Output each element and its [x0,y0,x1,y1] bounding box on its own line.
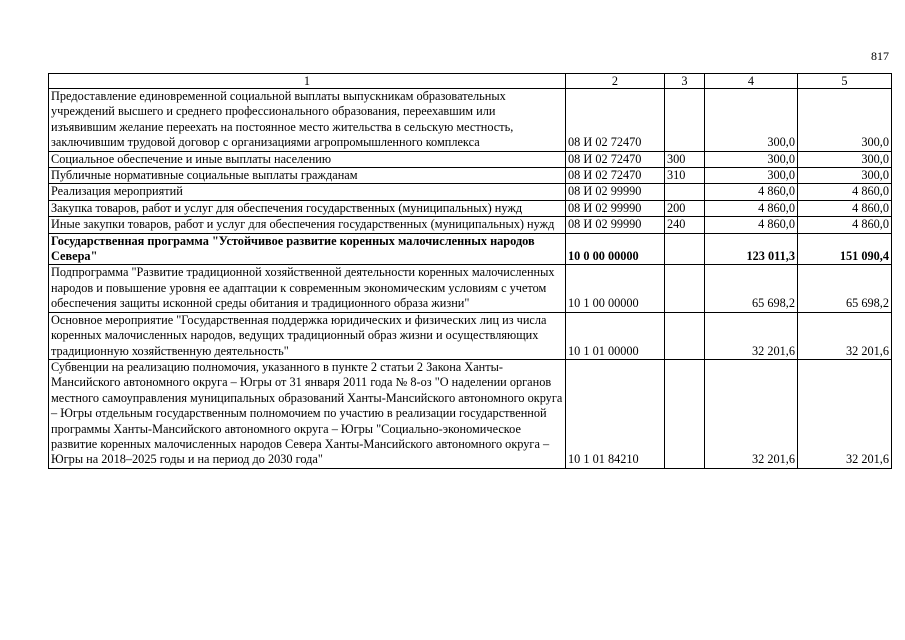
row-description: Иные закупки товаров, работ и услуг для обеспечения государственных (муниципальных) нужд [49,217,566,233]
target-article-code: 10 0 00 00000 [566,233,665,265]
row-description: Социальное обеспечение и иные выплаты населению [49,151,566,167]
row-description: Подпрограмма "Развитие традиционной хозяйственной деятельности коренных малочисленных народов и повышение уровня ее адаптации к современным экономическим условиям с учетом обеспечения защиты исконной среды обитания и традиционного образа жизни" [49,265,566,312]
amount-column-5: 32 201,6 [798,312,892,359]
amount-column-5: 4 860,0 [798,184,892,200]
amount-column-5: 65 698,2 [798,265,892,312]
amount-column-4: 4 860,0 [705,200,798,216]
target-article-code: 08 И 02 99990 [566,184,665,200]
amount-column-4: 300,0 [705,168,798,184]
table-row [49,151,892,167]
table-row [49,265,892,312]
page-number: 817 [871,49,889,63]
amount-column-4: 65 698,2 [705,265,798,312]
column-header: 3 [665,74,705,89]
target-article-code: 08 И 02 72470 [566,89,665,152]
column-header: 1 [49,74,566,89]
table-row [49,233,892,265]
budget-table [48,73,892,469]
column-header: 4 [705,74,798,89]
row-description: Основное мероприятие "Государственная поддержка юридических и физических лиц из числа коренных малочисленных народов, ведущих традиционный образ жизни и осуществляющих традиционную хозяйственную деятельность" [49,312,566,359]
table-row [49,359,892,468]
expense-type-code [665,265,705,312]
expense-type-code: 240 [665,217,705,233]
row-description: Закупка товаров, работ и услуг для обеспечения государственных (муниципальных) нужд [49,200,566,216]
amount-column-4: 300,0 [705,89,798,152]
amount-column-5: 151 090,4 [798,233,892,265]
table-row [49,168,892,184]
amount-column-4: 32 201,6 [705,359,798,468]
amount-column-5: 32 201,6 [798,359,892,468]
target-article-code: 10 1 01 00000 [566,312,665,359]
expense-type-code: 200 [665,200,705,216]
target-article-code: 08 И 02 99990 [566,217,665,233]
row-description: Субвенции на реализацию полномочия, указанного в пункте 2 статьи 2 Закона Ханты-Мансийского автономного округа – Югры от 31 января 2011 года № 8-оз "О наделении органов местного самоуправления муниципальных образований Ханты-Мансийского автономного округа – Югры отдельным государственным полномочием по участию в реализации государственной программы Ханты-Мансийского автономного округа – Югры "Социально-экономическое развитие коренных малочисленных народов Севера Ханты-Мансийского автономного округа – Югры на 2018–2025 годы и на период до 2030 года" [49,359,566,468]
amount-column-4: 4 860,0 [705,184,798,200]
row-description: Публичные нормативные социальные выплаты гражданам [49,168,566,184]
column-header: 5 [798,74,892,89]
amount-column-5: 300,0 [798,168,892,184]
table-row [49,200,892,216]
target-article-code: 10 1 01 84210 [566,359,665,468]
table-row [49,89,892,152]
amount-column-5: 4 860,0 [798,200,892,216]
expense-type-code: 300 [665,151,705,167]
amount-column-4: 32 201,6 [705,312,798,359]
expense-type-code [665,184,705,200]
target-article-code: 08 И 02 72470 [566,151,665,167]
amount-column-4: 4 860,0 [705,217,798,233]
target-article-code: 08 И 02 72470 [566,168,665,184]
amount-column-5: 4 860,0 [798,217,892,233]
table-row [49,184,892,200]
table-body [49,89,892,469]
amount-column-5: 300,0 [798,89,892,152]
table-row [49,217,892,233]
amount-column-4: 123 011,3 [705,233,798,265]
target-article-code: 10 1 00 00000 [566,265,665,312]
amount-column-4: 300,0 [705,151,798,167]
target-article-code: 08 И 02 99990 [566,200,665,216]
expense-type-code [665,312,705,359]
header-row [49,74,892,89]
expense-type-code [665,89,705,152]
expense-type-code [665,359,705,468]
row-description: Государственная программа "Устойчивое развитие коренных малочисленных народов Севера" [49,233,566,265]
table-row [49,312,892,359]
column-header: 2 [566,74,665,89]
row-description: Реализация мероприятий [49,184,566,200]
expense-type-code: 310 [665,168,705,184]
row-description: Предоставление единовременной социальной выплаты выпускникам образовательных учреждений высшего и среднего профессионального образования, переехавшим или изъявившим желание переехать на постоянное место жительства в сельскую местность, заключившим трудовой договор с организациями агропромышленного комплекса [49,89,566,152]
amount-column-5: 300,0 [798,151,892,167]
expense-type-code [665,233,705,265]
